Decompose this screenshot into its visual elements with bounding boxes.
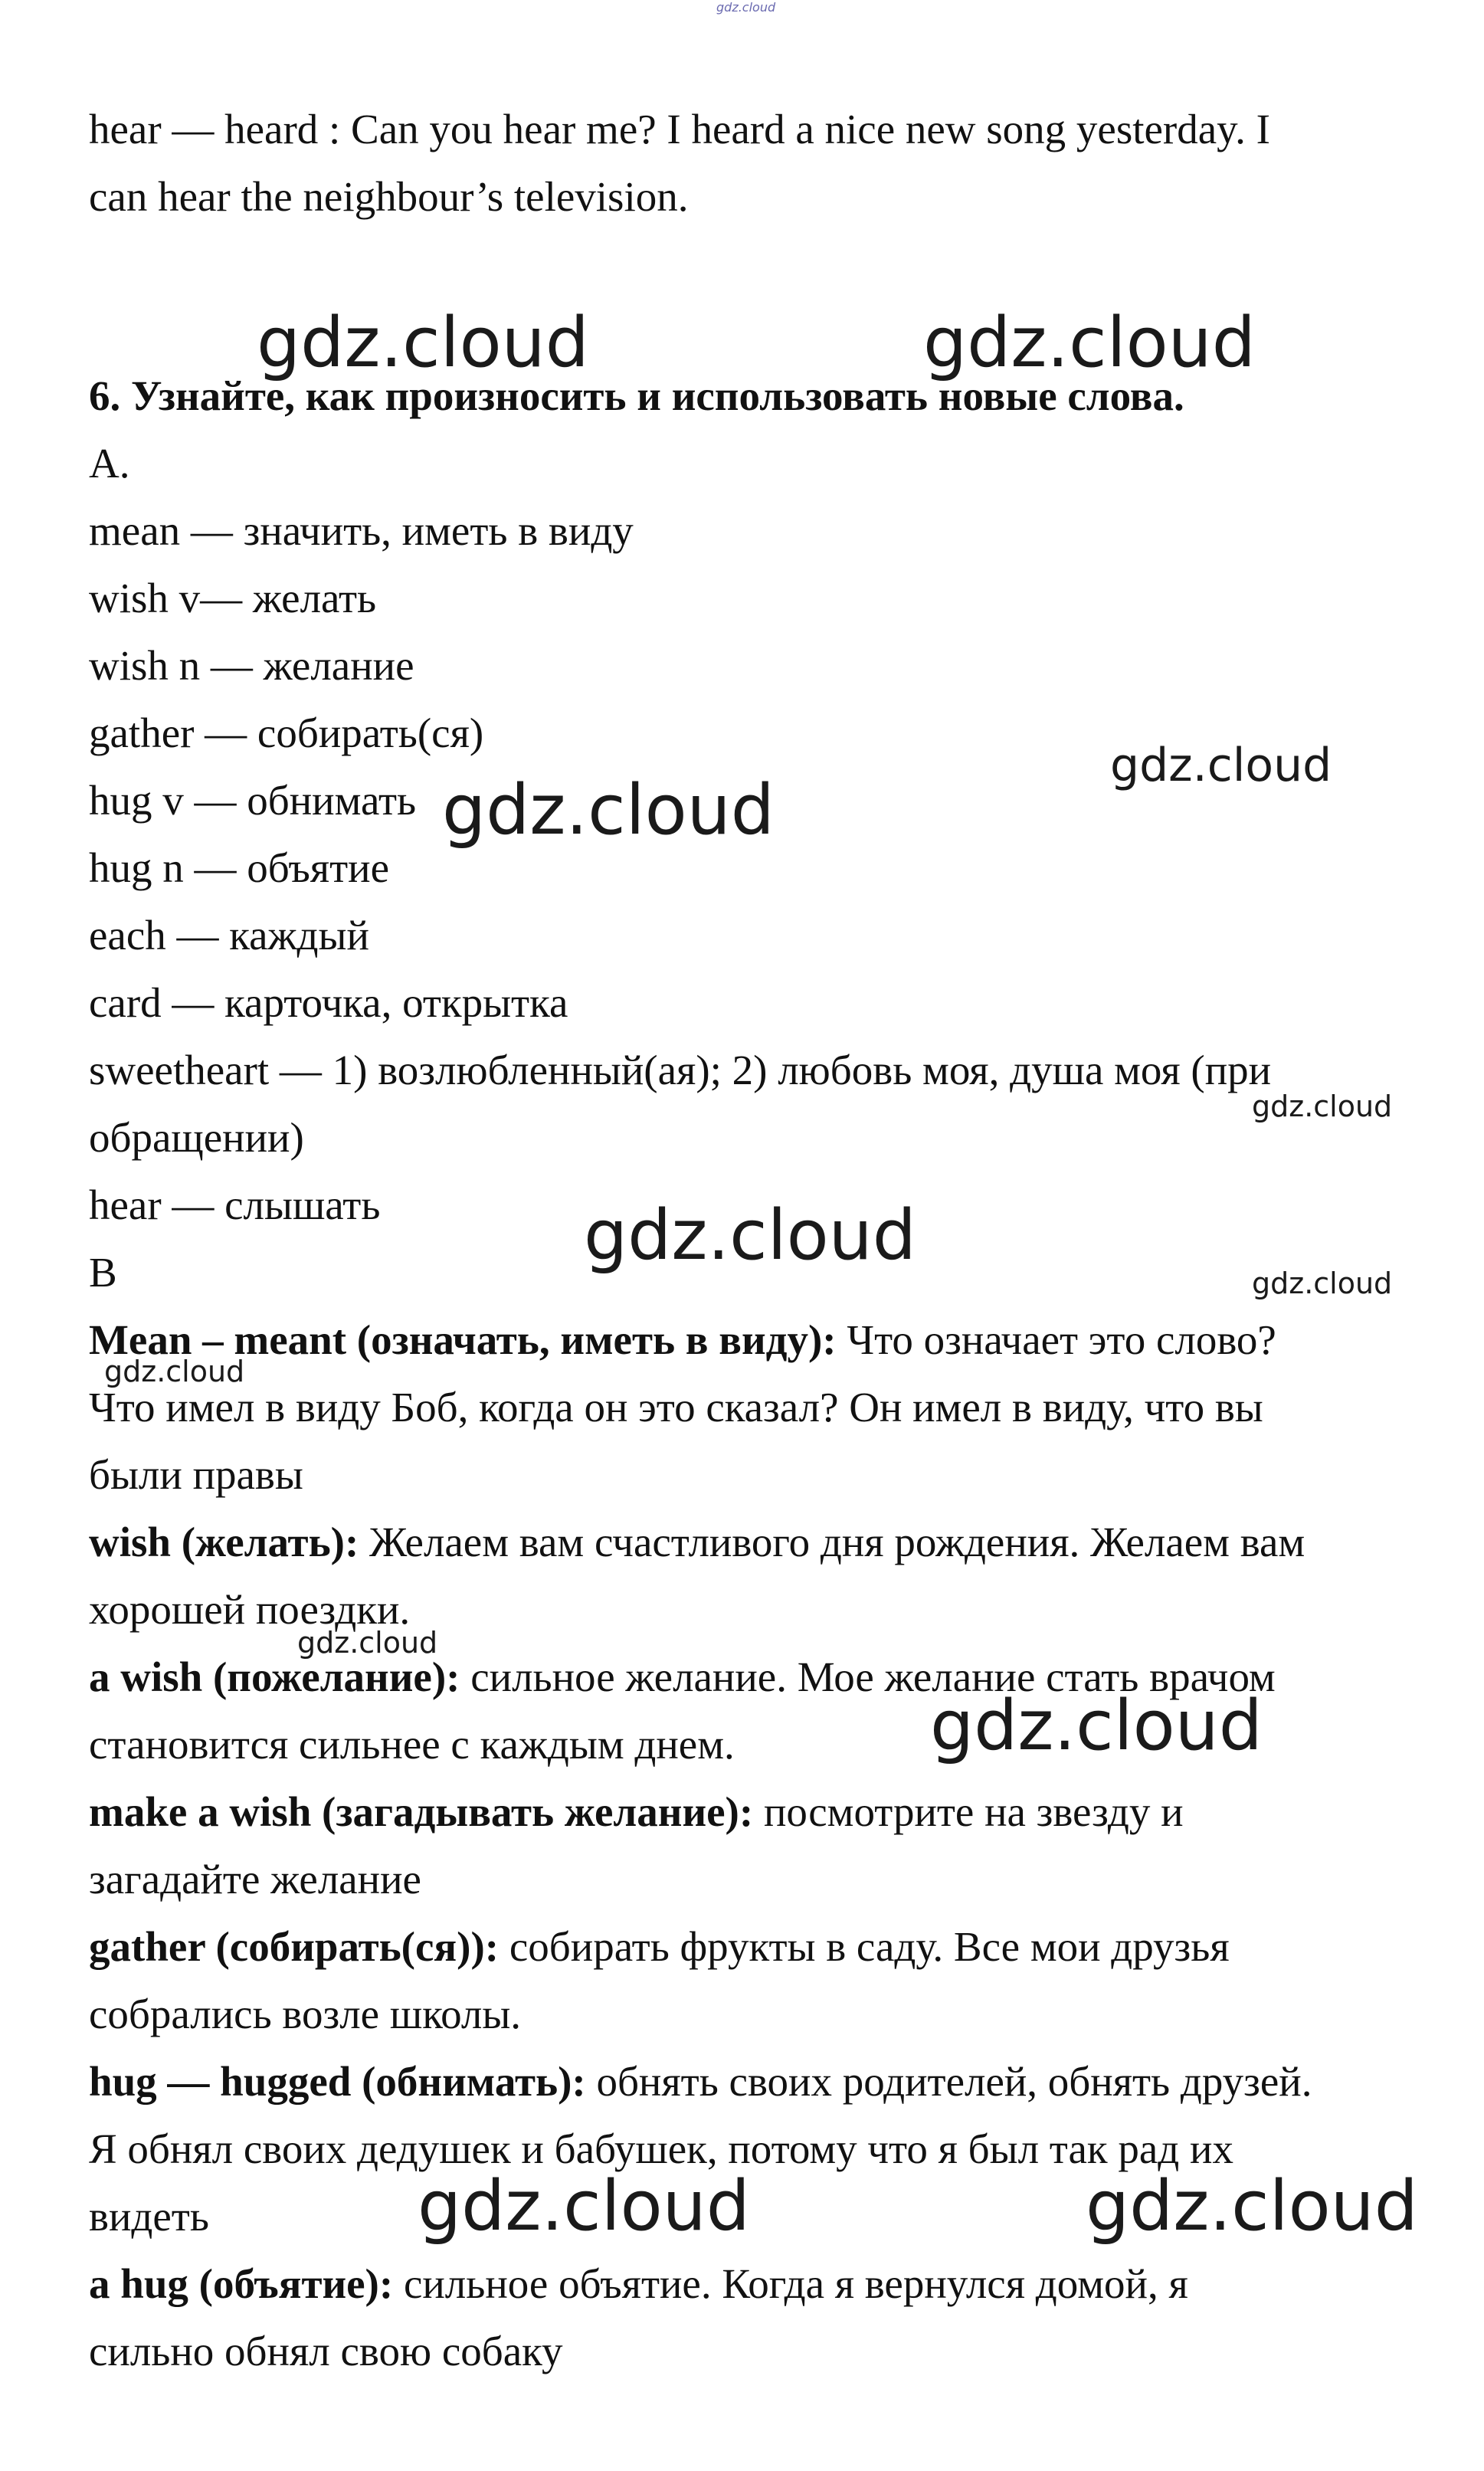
text-line: can hear the neighbour’s television.	[89, 173, 689, 220]
term-label: wish (желать):	[89, 1519, 359, 1565]
watermark: gdz.cloud	[257, 303, 589, 383]
text-line: hear — heard : Can you hear me? I heard a nice new song yesterday. I	[89, 106, 1270, 152]
watermark-top: gdz.cloud	[716, 0, 776, 15]
watermark: gdz.cloud	[1252, 1267, 1393, 1300]
example-line: hug — hugged (обнимать): обнять своих родителей, обнять друзей.	[89, 2058, 1312, 2105]
text-line: были правы	[89, 1451, 303, 1498]
vocab-line: hear — слышать	[89, 1181, 381, 1228]
vocab-line: card — карточка, открытка	[89, 979, 568, 1026]
example-line: wish (желать): Желаем вам счастливого дня рождения. Желаем вам	[89, 1519, 1305, 1565]
vocab-line: sweetheart — 1) возлюбленный(ая); 2) любовь моя, душа моя (при	[89, 1047, 1272, 1093]
watermark: gdz.cloud	[442, 770, 775, 850]
vocab-line: hug n — объятие	[89, 844, 389, 891]
vocab-line: wish n — желание	[89, 642, 414, 689]
watermark: gdz.cloud	[1252, 1090, 1393, 1123]
example-line: make a wish (загадывать желание): посмотрите на звезду и	[89, 1788, 1184, 1835]
vocab-line: mean — значить, иметь в виду	[89, 507, 634, 554]
watermark: gdz.cloud	[418, 2166, 750, 2247]
text-line: обращении)	[89, 1114, 304, 1161]
term-label: gather (собирать(ся)):	[89, 1923, 500, 1970]
watermark: gdz.cloud	[104, 1355, 245, 1388]
text-line: загадайте желание	[89, 1856, 421, 1902]
example-line: a wish (пожелание): сильное желание. Мое желание стать врачом	[89, 1653, 1276, 1700]
term-label: Mean – meant (означать, иметь в виду):	[89, 1316, 837, 1363]
term-label: a wish (пожелание):	[89, 1653, 460, 1700]
watermark: gdz.cloud	[297, 1626, 438, 1660]
text-line: сильно обнял свою собаку	[89, 2328, 563, 2374]
text-line: B	[89, 1249, 117, 1296]
text-line: Что имел в виду Боб, когда он это сказал? Он имел в виду, что вы	[89, 1384, 1263, 1430]
text-line: становится сильнее с каждым днем.	[89, 1721, 735, 1768]
vocab-line: wish v— желать	[89, 575, 377, 621]
example-line: a hug (объятие): сильное объятие. Когда я вернулся домой, я	[89, 2260, 1188, 2307]
watermark: gdz.cloud	[1086, 2166, 1418, 2247]
vocab-line: each — каждый	[89, 912, 369, 959]
watermark: gdz.cloud	[923, 303, 1256, 383]
term-label: a hug (объятие):	[89, 2260, 394, 2307]
text-line: видеть	[89, 2193, 209, 2240]
text-line: собрались возле школы.	[89, 1991, 522, 2037]
watermark: gdz.cloud	[1110, 739, 1332, 792]
term-label: make a wish (загадывать желание):	[89, 1788, 754, 1835]
term-label: hug — hugged (обнимать):	[89, 2058, 586, 2105]
text-line: хорошей поездки.	[89, 1586, 411, 1633]
text-line: Я обнял своих дедушек и бабушек, потому что я был так рад их	[89, 2125, 1233, 2172]
section-heading: 6. Узнайте, как произносить и использовать новые слова.	[89, 372, 1184, 419]
vocab-line: gather — собирать(ся)	[89, 710, 484, 756]
vocab-line: hug v — обнимать	[89, 777, 417, 824]
example-line: gather (собирать(ся)): собирать фрукты в саду. Все мои друзья	[89, 1923, 1230, 1970]
watermark: gdz.cloud	[584, 1195, 916, 1276]
text-line: A.	[89, 440, 130, 487]
example-line: Mean – meant (означать, иметь в виду): Что означает это слово?	[89, 1316, 1276, 1363]
watermark: gdz.cloud	[930, 1686, 1263, 1766]
